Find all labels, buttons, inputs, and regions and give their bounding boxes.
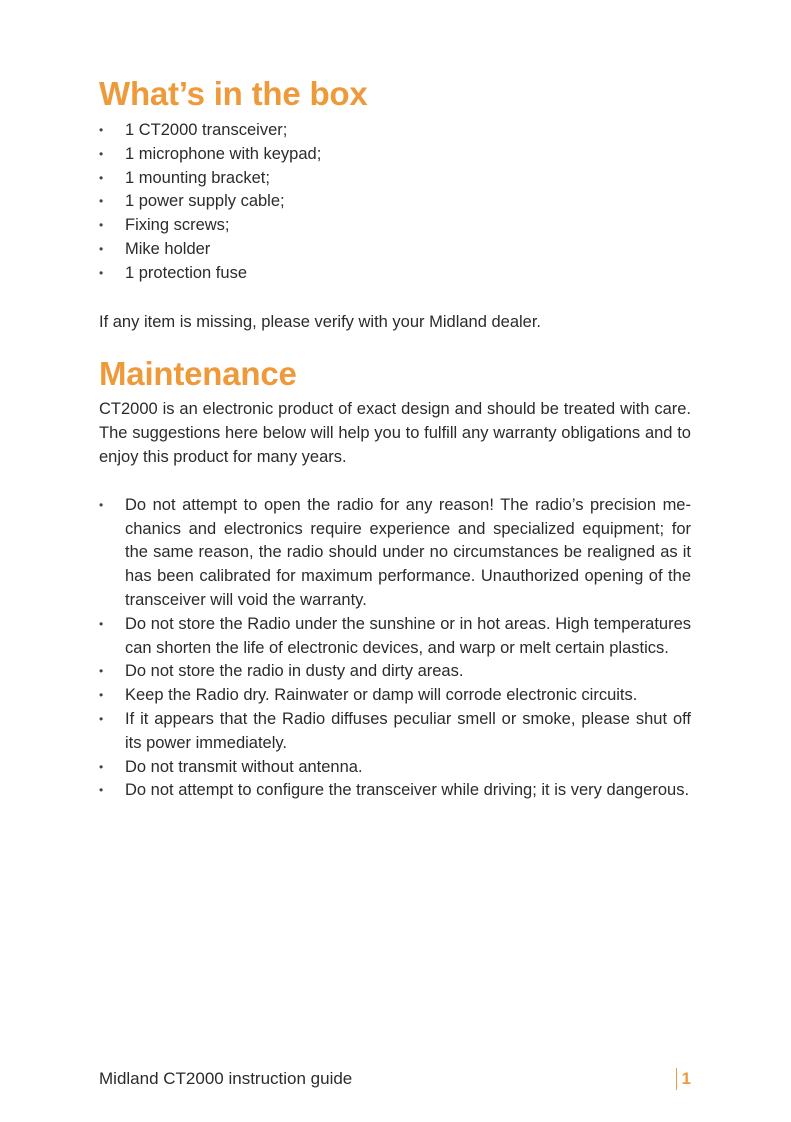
list-item-text: Do not store the radio in dusty and dirty areas. <box>125 662 464 681</box>
list-item <box>99 660 691 684</box>
box-contents-list <box>99 119 691 286</box>
list-item <box>99 494 691 613</box>
separator-bar <box>676 1068 677 1090</box>
bullet-icon: • <box>99 759 104 774</box>
list-item <box>99 190 691 214</box>
list-item <box>99 167 691 191</box>
maintenance-heading: Maintenance <box>99 355 297 393</box>
list-item <box>99 708 691 756</box>
bullet-icon: • <box>99 265 104 280</box>
list-item-text: 1 mounting bracket; <box>125 168 270 187</box>
bullet-icon: • <box>99 194 104 209</box>
bullet-icon: • <box>99 170 104 185</box>
list-item-text: Do not store the Radio under the sunshine or in hot areas. High temperatures can shorten the life of electronic devices, and warp or melt certain plastics. <box>125 614 691 657</box>
bullet-icon: • <box>99 711 104 726</box>
maintenance-list <box>99 494 691 803</box>
list-item-text: Fixing screws; <box>125 216 230 235</box>
list-item-text: If it appears that the Radio diffuses peculiar smell or smoke, please shut off its power immediately. <box>125 709 691 752</box>
bullet-icon: • <box>99 616 104 631</box>
bullet-icon: • <box>99 497 104 512</box>
list-item <box>99 684 691 708</box>
bullet-icon: • <box>99 688 104 703</box>
list-item-text: 1 CT2000 transceiver; <box>125 121 288 139</box>
list-item <box>99 613 691 661</box>
page-footer <box>99 1066 691 1092</box>
list-item-text: Do not attempt to configure the transceiver while driving; it is very dangerous. <box>125 781 690 800</box>
list-item-text: Mike holder <box>125 239 211 258</box>
list-item <box>99 262 691 286</box>
bullet-icon: • <box>99 146 104 161</box>
bullet-icon: • <box>99 664 104 679</box>
list-item-text: Do not transmit without antenna. <box>125 757 363 776</box>
list-item-text: Do not attempt to open the radio for any reason! The radio’s precision mechanics and electronics require experience and specialized equipment; for the same reason, the radio should under no circumstances be realigned as it has been calibrated for maximum performance. Unauthorized opening of the transceiver will void the warranty. <box>125 495 691 609</box>
box-contents-heading: What’s in the box <box>99 75 368 112</box>
guide-title: Midland CT2000 instruction guide <box>99 1069 353 1088</box>
list-item-text: 1 microphone with keypad; <box>125 144 322 163</box>
maintenance-intro: CT2000 is an electronic product of exact design and should be treated with care. The suggestions here below will help you to fulfill any warranty obligations and to enjoy this product for many years. <box>99 400 691 466</box>
page-number <box>676 1066 691 1092</box>
bullet-icon: • <box>99 123 104 137</box>
list-item-text: 1 power supply cable; <box>125 192 285 211</box>
bullet-icon: • <box>99 241 104 256</box>
list-item <box>99 238 691 262</box>
page-number-value: 1 <box>681 1069 691 1088</box>
list-item <box>99 779 691 803</box>
list-item <box>99 119 691 143</box>
list-item-text: Keep the Radio dry. Rainwater or damp will corrode electronic circuits. <box>125 686 638 705</box>
bullet-icon: • <box>99 218 104 233</box>
bullet-icon: • <box>99 783 104 798</box>
list-item <box>99 143 691 167</box>
list-item <box>99 756 691 780</box>
missing-item-note: If any item is missing, please verify with your Midland dealer. <box>99 312 542 331</box>
page-content <box>99 72 691 803</box>
list-item <box>99 214 691 238</box>
list-item-text: 1 protection fuse <box>125 263 247 282</box>
